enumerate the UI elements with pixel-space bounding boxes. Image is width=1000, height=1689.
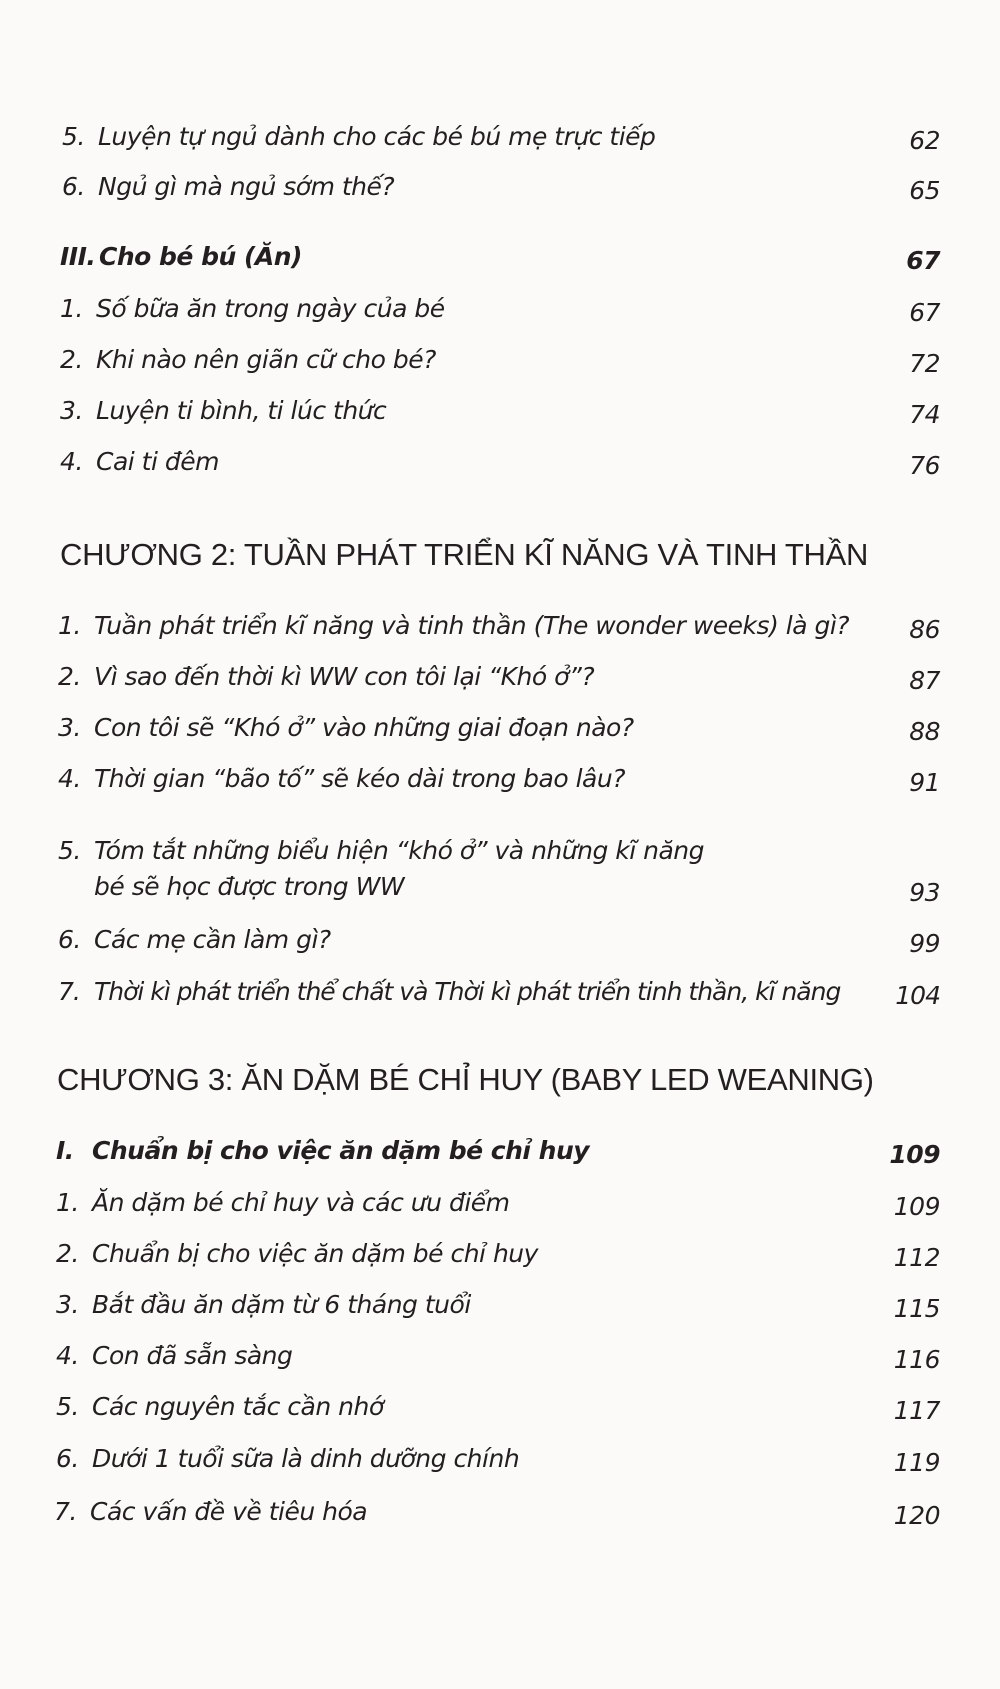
entry-title: Ăn dặm bé chỉ huy và các ưu điểm (92, 1188, 510, 1217)
toc-part-heading (0, 1136, 1000, 1184)
toc-entry (0, 1341, 1000, 1389)
entry-title: Dưới 1 tuổi sữa là dinh dưỡng chính (92, 1444, 520, 1473)
entry-page: 74 (909, 400, 940, 429)
chapter-3-heading: CHƯƠNG 3: ĂN DẶM BÉ CHỈ HUY (BABY LED WEANING) (57, 1062, 874, 1097)
entry-number: 7. (54, 1497, 77, 1526)
entry-number: 6. (62, 172, 85, 201)
entry-title: Thời gian “bão tố” sẽ kéo dài trong bao lâu? (94, 764, 625, 793)
toc-entry (0, 1392, 1000, 1440)
entry-title: Tuần phát triển kĩ năng và tinh thần (The wonder weeks) là gì? (94, 611, 850, 640)
entry-page: 116 (893, 1345, 940, 1374)
entry-number: 5. (58, 836, 81, 865)
entry-title: Luyện ti bình, ti lúc thức (96, 396, 387, 425)
entry-page: 109 (893, 1192, 940, 1221)
entry-page: 62 (909, 126, 940, 155)
toc-entry (0, 1497, 1000, 1545)
toc-entry (0, 294, 1000, 342)
entry-page: 88 (909, 717, 940, 746)
entry-title: Con đã sẵn sàng (92, 1341, 293, 1370)
entry-number: 4. (56, 1341, 79, 1370)
entry-title: Các mẹ cần làm gì? (94, 925, 331, 954)
toc-entry (0, 172, 1000, 220)
entry-page: 120 (893, 1501, 940, 1530)
entry-page: 115 (893, 1294, 940, 1323)
part-page: 109 (889, 1140, 940, 1169)
entry-number: 2. (60, 345, 83, 374)
entry-title: Các vấn đề về tiêu hóa (90, 1497, 368, 1526)
entry-page: 117 (893, 1396, 940, 1425)
entry-page: 76 (909, 451, 940, 480)
entry-number: 2. (58, 662, 81, 691)
toc-entry (0, 662, 1000, 710)
entry-title: Bắt đầu ăn dặm từ 6 tháng tuổi (92, 1290, 471, 1319)
toc-entry (0, 1239, 1000, 1287)
entry-page: 104 (895, 981, 940, 1010)
entry-page: 93 (909, 878, 940, 907)
toc-part-heading (0, 242, 1000, 290)
toc-entry (0, 1444, 1000, 1492)
entry-title-line-1: Tóm tắt những biểu hiện “khó ở” và những kĩ năng (94, 836, 705, 865)
part-title: Chuẩn bị cho việc ăn dặm bé chỉ huy (92, 1136, 590, 1165)
entry-page: 67 (909, 298, 940, 327)
entry-page: 119 (893, 1448, 940, 1477)
entry-number: 1. (60, 294, 83, 323)
toc-entry (0, 1188, 1000, 1236)
toc-entry (0, 122, 1000, 170)
entry-page: 99 (909, 929, 940, 958)
entry-number: 6. (56, 1444, 79, 1473)
entry-number: 1. (58, 611, 81, 640)
chapter-2-heading: CHƯƠNG 2: TUẦN PHÁT TRIỂN KĨ NĂNG VÀ TINH THẦN (60, 537, 869, 572)
entry-number: 3. (60, 396, 83, 425)
entry-number: 3. (56, 1290, 79, 1319)
entry-title: Con tôi sẽ “Khó ở” vào những giai đoạn nào? (94, 713, 634, 742)
part-number: I. (56, 1136, 74, 1165)
entry-title: Số bữa ăn trong ngày của bé (96, 294, 445, 323)
entry-title: Cai ti đêm (96, 447, 219, 476)
entry-title: Các nguyên tắc cần nhớ (92, 1392, 384, 1421)
entry-number: 7. (58, 977, 80, 1006)
toc-entry (0, 713, 1000, 761)
entry-number: 3. (58, 713, 81, 742)
entry-page: 112 (893, 1243, 940, 1272)
entry-title: Chuẩn bị cho việc ăn dặm bé chỉ huy (92, 1239, 538, 1268)
toc-entry (0, 447, 1000, 495)
entry-number: 6. (58, 925, 81, 954)
toc-entry (0, 764, 1000, 812)
toc-entry (0, 345, 1000, 393)
entry-title-line-2: bé sẽ học được trong WW (94, 872, 405, 901)
toc-entry (0, 611, 1000, 659)
entry-number: 5. (62, 122, 85, 151)
entry-number: 2. (56, 1239, 79, 1268)
entry-title: Khi nào nên giãn cữ cho bé? (96, 345, 436, 374)
toc-entry (0, 836, 1000, 926)
toc-entry (0, 925, 1000, 973)
entry-page: 72 (909, 349, 940, 378)
entry-page: 91 (909, 768, 940, 797)
entry-title: Thời kì phát triển thể chất và Thời kì phát triển tinh thần, kĩ năng (94, 977, 841, 1006)
entry-title: Luyện tự ngủ dành cho các bé bú mẹ trực tiếp (98, 122, 656, 151)
entry-page: 87 (909, 666, 940, 695)
entry-number: 1. (56, 1188, 79, 1217)
toc-entry (0, 977, 1000, 1025)
entry-number: 4. (58, 764, 81, 793)
entry-page: 86 (909, 615, 940, 644)
entry-title: Ngủ gì mà ngủ sớm thế? (98, 172, 395, 201)
entry-page: 65 (909, 176, 940, 205)
part-page: 67 (906, 246, 940, 275)
part-title: Cho bé bú (Ăn) (99, 242, 302, 271)
entry-title: Vì sao đến thời kì WW con tôi lại “Khó ở”? (94, 662, 595, 691)
toc-entry (0, 396, 1000, 444)
entry-number: 5. (56, 1392, 79, 1421)
toc-entry (0, 1290, 1000, 1338)
part-number: III. (60, 242, 96, 271)
entry-number: 4. (60, 447, 83, 476)
